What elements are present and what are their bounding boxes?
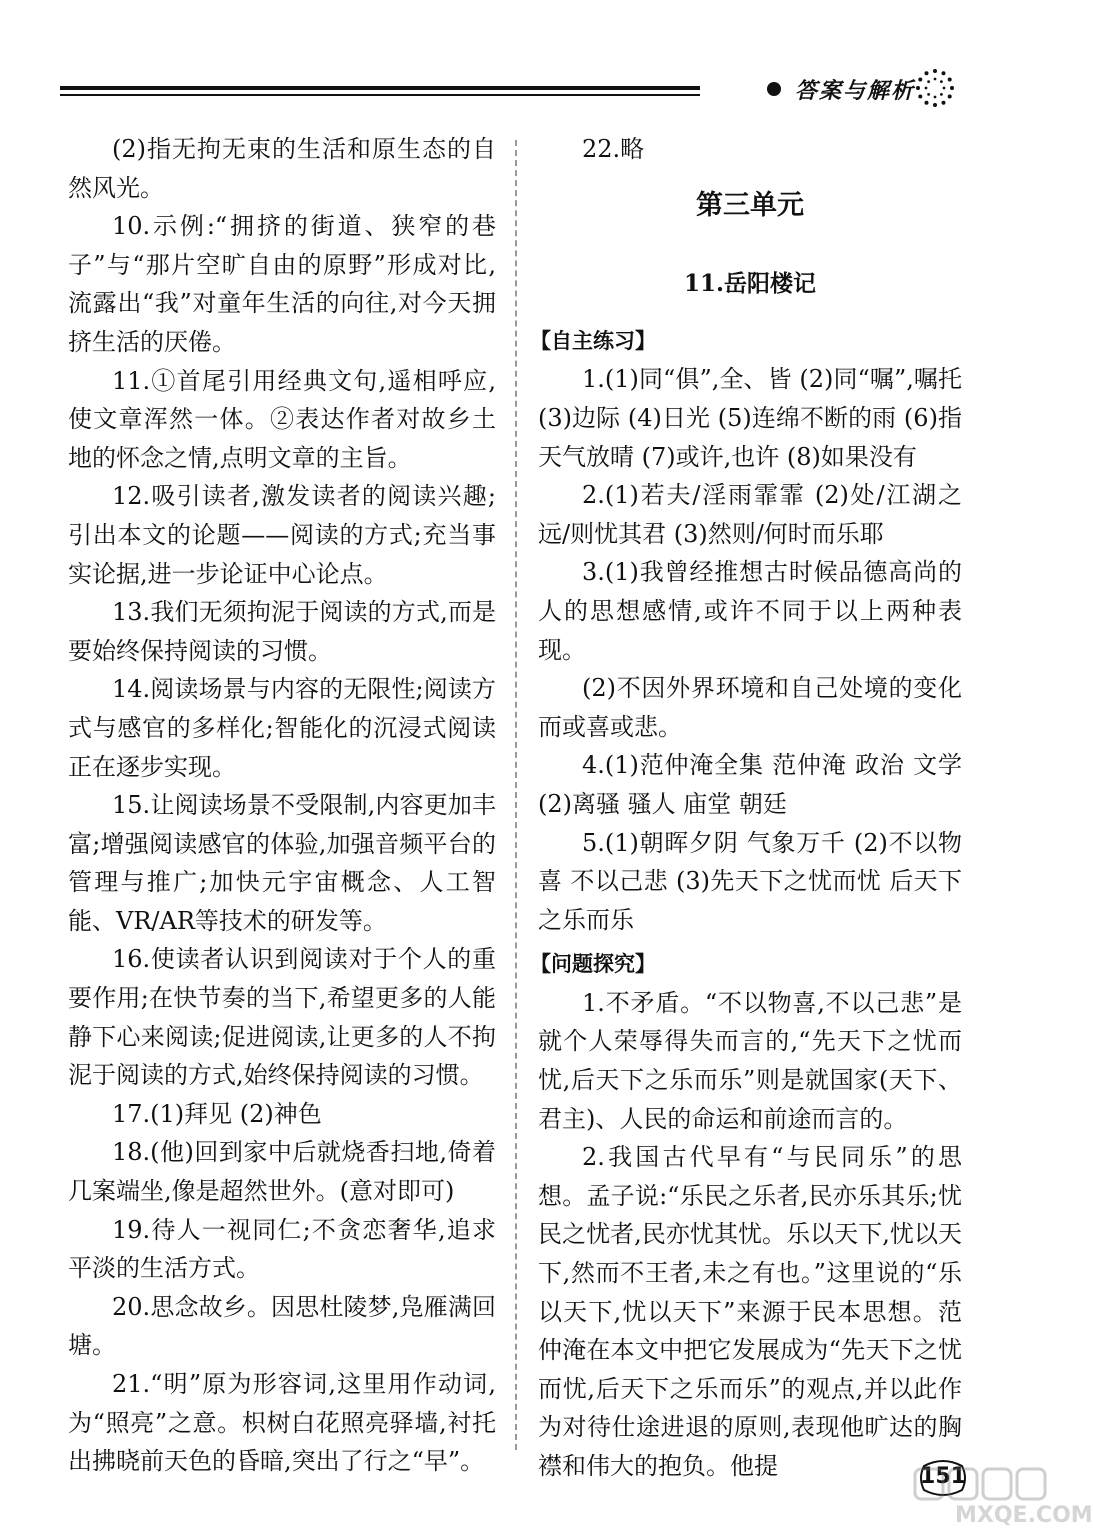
right-column (530, 130, 962, 1486)
section-heading: 【自主练习】 (530, 328, 656, 353)
answer-paragraph: 4.(1)范仲淹全集 范仲淹 政治 文学 (2)离骚 骚人 庙堂 朝廷 (538, 751, 962, 818)
answer-paragraph: 16.使读者认识到阅读对于个人的重要作用;在快节奏的当下,希望更多的人能静下心来阅读;促进阅读,让更多的人不拘泥于阅读的方式,始终保持阅读的习惯。 (68, 945, 496, 1090)
answer-paragraph: 11.①首尾引用经典文句,遥相呼应,使文章浑然一体。②表达作者对故乡土地的怀念之情,点明文章的主旨。 (68, 366, 496, 472)
answer-paragraph: 13.我们无须拘泥于阅读的方式,而是要始终保持阅读的习惯。 (68, 598, 496, 665)
page-number-text: 151 (920, 1464, 966, 1489)
answer-paragraph: 21.“明”原为形容词,这里用作动词,为“照亮”之意。枳树白花照亮驿墙,衬托出拂晓前天色的昏暗,突出了行之“早”。 (68, 1370, 496, 1476)
header-rule-thick (60, 86, 700, 90)
answer-paragraph: 12.吸引读者,激发读者的阅读兴趣;引出本文的论题——阅读的方式;充当事实论据,进一步论证中心论点。 (68, 482, 496, 588)
answer-paragraph: 2.我国古代早有“与民同乐”的思想。孟子说:“乐民之乐者,民亦乐其乐;忧民之忧者,民亦忧其忧。乐以天下,忧以天下,然而不王者,未之有也。”这里说的“乐以天下,忧以天下”来源于民本思想。范仲淹在本文中把它发展成为“先天下之忧而忧,后天下之乐而乐”的观点,并以此作为对待仕途进退的原则,表现他旷达的胸襟和伟大的抱负。他提 (538, 1143, 962, 1480)
column-divider (515, 140, 517, 1450)
answer-paragraph: 19.待人一视同仁;不贪恋奢华,追求平淡的生活方式。 (68, 1215, 496, 1283)
answer-paragraph: 1.(1)同“俱”,全、皆 (2)同“嘱”,嘱托 (3)边际 (4)日光 (5)连绵不断的雨 (6)指天气放晴 (7)或许,也许 (8)如果没有 (538, 365, 962, 471)
answer-paragraph: (2)指无拘无束的生活和原生态的自然风光。 (68, 135, 496, 202)
answer-paragraph: 20.思念故乡。因思杜陵梦,凫雁满回塘。 (68, 1292, 496, 1360)
section-heading: 【问题探究】 (530, 952, 656, 977)
answer-paragraph: 14.阅读场景与内容的无限性;阅读方式与感官的多样化;智能化的沉浸式阅读正在逐步实现。 (68, 675, 496, 781)
header-rule-thin (60, 94, 700, 96)
unit-title: 第三单元 (696, 189, 804, 221)
watermark (905, 1465, 1093, 1535)
answer-paragraph: (2)不因外界环境和自己处境的变化而或喜或悲。 (538, 674, 962, 741)
answer-paragraph: 1.不矛盾。“不以物喜,不以己悲”是就个人荣辱得失而言的,“先天下之忧而忧,后天下之乐而乐”则是就国家(天下、君主)、人民的命运和前途而言的。 (538, 988, 962, 1133)
watermark-text: MXQE.COM (955, 1503, 1093, 1528)
answer-paragraph: 2.(1)若夫/淫雨霏霏 (2)处/江湖之远/则忧其君 (3)然则/何时而乐耶 (538, 481, 962, 548)
answer-paragraph: 15.让阅读场景不受限制,内容更加丰富;增强阅读感官的体验,加强音频平台的管理与推广;加快元宇宙概念、人工智能、VR/AR等技术的研发等。 (68, 791, 496, 935)
answer-paragraph: 18.(他)回到家中后就烧香扫地,倚着几案端坐,像是超然世外。(意对即可) (68, 1138, 496, 1206)
answer-paragraph: 3.(1)我曾经推想古时候品德高尚的人的思想感情,或许不同于以上两种表现。 (538, 558, 962, 664)
answer-paragraph: 22.略 (582, 135, 645, 163)
header-bullet-icon (767, 82, 781, 96)
watermark-logo-icon (905, 1465, 1050, 1505)
answer-paragraph: 10.示例:“拥挤的街道、狭窄的巷子”与“那片空旷自由的原野”形成对比,流露出“我”对童年生活的向往,对今天拥挤生活的厌倦。 (68, 212, 496, 356)
left-column (68, 130, 496, 1481)
answer-paragraph: 5.(1)朝晖夕阴 气象万千 (2)不以物喜 不以己悲 (3)先天下之忧而忧 后天下之乐而乐 (538, 828, 962, 934)
dotted-ring-icon (915, 68, 955, 108)
answer-paragraph: 17.(1)拜见 (2)神色 (112, 1099, 322, 1128)
page-header (60, 60, 980, 120)
header-title: 答案与解析 (795, 78, 916, 104)
lesson-title: 11.岳阳楼记 (683, 270, 816, 298)
